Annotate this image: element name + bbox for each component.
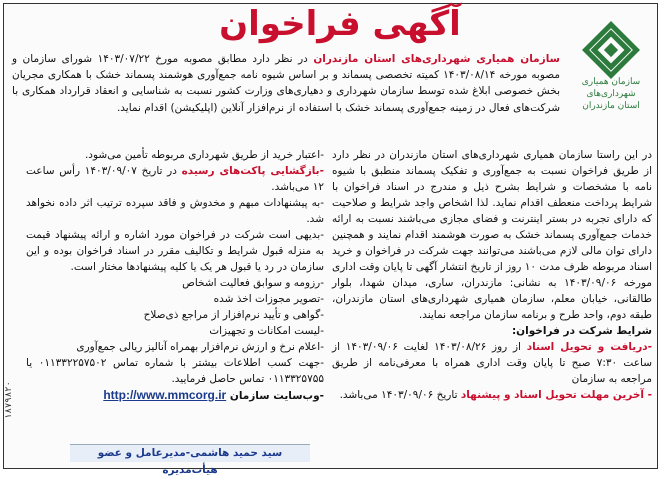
website-link[interactable]: http://www.mmcorg.ir (103, 388, 227, 402)
list-item-contact: -جهت کسب اطلاعات بیشتر با شماره تماس ۰۱۱۳۳۲۲۵۷۵۰۲ یا ۰۱۱۳۳۲۵۷۵۵ تماس حاصل فرمایید. (26, 357, 324, 385)
logo-text-line1: سازمان همیاری شهرداری‌های (581, 77, 641, 99)
left-column (26, 147, 324, 404)
list-item-software-cert: -گواهی و تأیید نرم‌افزار از مراجع ذی‌صلاح (143, 309, 324, 321)
opening-label: -بازگشایی پاکت‌های رسیده (181, 165, 324, 177)
organization-logo-text (566, 76, 656, 112)
intro-paragraph (12, 51, 560, 116)
deadline-item (332, 387, 652, 403)
receive-documents-text: از روز ۱۴۰۳/۰۸/۲۶ لغایت ۱۴۰۳/۰۹/۰۶ از ساعت ۷:۳۰ صبح تا پایان وقت اداری همراه با معرفی‌نامه از طریق مراجعه به سازمان (332, 341, 652, 385)
main-paragraph: در این راستا سازمان همیاری شهرداری‌های استان مازندران در نظر دارد از طریق فراخوان نسبت به جمع‌آوری و تفکیک پسماند منطبق با شیوه نامه با مشخصات و شرایط بشرح ذیل و مندرج در اسناد فراخوان با شرایط پرداخت منعطف اقدام نماید. لذا اشخاص واجد شرایط و صلاحیت که دارای تجربه در بستر اینترنت و فضای مجازی می‌باشند نسبت به ارائه خدمات جمع‌آوری پسماند خشک به صورت هوشمند اقدام نمایند و همچنین دارای توان مالی لازم می‌باشند می‌توانند جهت شرکت در فراخوان و خرید اسناد مربوطه ظرف مدت ۱۰ روز از تاریخ انتشار آگهی تا پایان وقت اداری مورخه ۱۴۰۳/۰۹/۰۶ به نشانی: مازندران، ساری، میدان شهدا، بلوار طالقانی، خیابان معلم، سازمان همیاری شهرداری‌های استان مازندران، طبقه دوم، واحد طرح و برنامه سازمان مراجعه نمایند. (332, 149, 653, 321)
list-item-rate: -اعلام نرخ و ارزش نرم‌افزار بهمراه آنالیز ریالی جمع‌آوری (76, 341, 324, 353)
deadline-text: تاریخ ۱۴۰۳/۰۹/۰۶ می‌باشد. (339, 389, 458, 401)
page-title: آگهی فراخوان (219, 4, 461, 44)
deadline-label: - آخرین مهلت تحویل اسناد و پیشنهاد (460, 389, 652, 401)
website-label: -وب‌سایت سازمان (229, 390, 324, 402)
receive-documents-item (332, 339, 652, 387)
list-item-permits: -تصویر مجوزات اخذ شده (213, 293, 324, 305)
list-item-resume: -رزومه و سوابق فعالیت اشخاص (182, 277, 324, 289)
list-item-ambiguous: -به پیشنهادات مبهم و مخدوش و فاقد سپرده ترتیب اثر داده نخواهد شد. (26, 197, 324, 225)
signature: سید حمید هاشمی-مدیرعامل و عضو هیأت‌مدیره (70, 444, 310, 462)
conditions-heading: شرایط شرکت در فراخوان: (511, 325, 652, 337)
opening-text: در تاریخ ۱۴۰۳/۰۹/۰۷ رأس ساعت ۱۲ می‌باشد. (26, 165, 324, 193)
list-item-website (26, 387, 324, 404)
intro-text: در نظر دارد مطابق مصوبه مورخ ۱۴۰۳/۰۷/۲۲ شورای سازمان و مصوبه مورخه ۱۴۰۳/۰۸/۱۴ کمیته تخصصی پسماند و بر اساس شیوه نامه جمع‌آوری هوشمند پسماند خشک با همکاری مجریان بخش خصوصی ابلاغ شده توسط سازمان شهرداری و دهیاری‌های وزارت کشور نسبت به شناسایی و انعقاد قرارداد همکاری با شرکت‌های فعال در زمینه جمع‌آوری پسماند خشک با استفاده از نرم‌افزار آنلاین (اپلیکیشن) اقدام نماید. (12, 53, 560, 114)
org-name: سازمان همیاری شهرداری‌های استان مازندران (313, 53, 560, 65)
list-item-acceptance: -بدیهی است شرکت در فراخوان مورد اشاره و ارائه پیشنهاد قیمت به منزله قبول شرایط و تکالیف مقرر در اسناد فراخوان بوده و این سازمان در رد یا قبول هر یک یا کلیه پیشنهادها مختار است. (26, 229, 324, 273)
side-reference-number (0, 340, 14, 460)
logo-text-line2: استان مازندران (582, 101, 640, 111)
list-item-credit: -اعتبار خرید از طریق شهرداری مربوطه تأمین می‌شود. (84, 149, 324, 161)
right-column (332, 147, 652, 403)
list-item-opening (26, 163, 324, 195)
receive-documents-label: -دریافت و تحویل اسناد (526, 341, 653, 353)
side-number-text: ۱۸۷۹۸۲۰ (4, 381, 14, 419)
list-item-equipment: -لیست امکانات و تجهیزات (209, 325, 324, 337)
